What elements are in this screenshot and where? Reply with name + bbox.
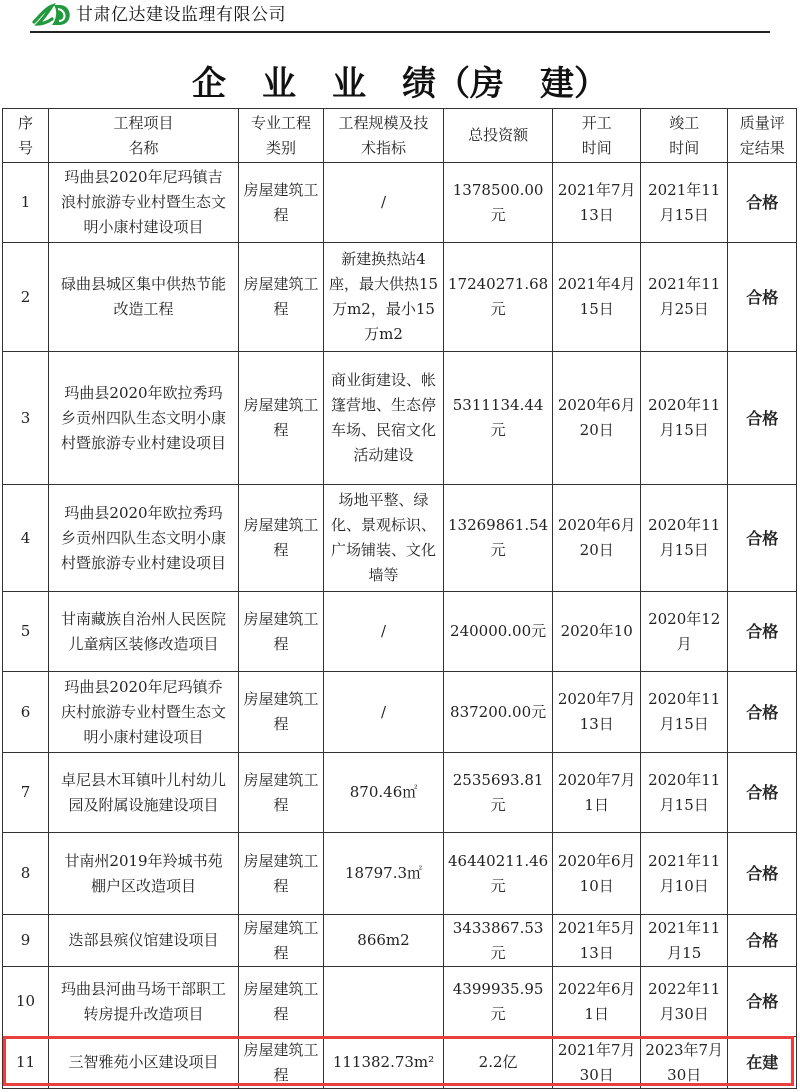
cell-start: 2020年6月10日	[553, 833, 641, 915]
cell-category: 房屋建筑工程	[239, 915, 324, 967]
cell-start: 2021年4月15日	[553, 243, 641, 352]
cell-scale: 场地平整、绿化、景观标识、广场铺装、文化墙等	[324, 485, 444, 592]
cell-result: 合格	[728, 592, 797, 672]
table-header-row	[3, 109, 797, 163]
table-row	[3, 915, 797, 967]
cell-name: 甘南藏族自治州人民医院儿童病区装修改造项目	[49, 592, 239, 672]
cell-scale: 新建换热站4座，最大供热15万m2，最小15万m2	[324, 243, 444, 352]
cell-result: 合格	[728, 485, 797, 592]
cell-result: 在建	[728, 1037, 797, 1089]
table-row	[3, 352, 797, 485]
cell-result: 合格	[728, 833, 797, 915]
cell-no: 3	[3, 352, 49, 485]
cell-no: 6	[3, 672, 49, 753]
cell-investment: 5311134.44元	[444, 352, 553, 485]
title-char: 企	[192, 64, 226, 104]
cell-investment: 1378500.00元	[444, 163, 553, 243]
cell-end: 2020年11月15日	[641, 352, 728, 485]
cell-no: 7	[3, 753, 49, 833]
cell-no: 2	[3, 243, 49, 352]
page-title	[0, 64, 800, 104]
table-row	[3, 592, 797, 672]
table-row	[3, 753, 797, 833]
cell-investment: 240000.00元	[444, 592, 553, 672]
cell-name: 卓尼县木耳镇叶儿村幼儿园及附属设施建设项目	[49, 753, 239, 833]
column-header-no: 序 号	[3, 109, 49, 163]
cell-no: 1	[3, 163, 49, 243]
title-char: （房	[436, 64, 504, 104]
cell-investment: 46440211.46元	[444, 833, 553, 915]
page-header	[30, 0, 770, 34]
cell-category: 房屋建筑工程	[239, 592, 324, 672]
cell-category: 房屋建筑工程	[239, 753, 324, 833]
cell-result: 合格	[728, 967, 797, 1037]
column-header-investment: 总投资额	[444, 109, 553, 163]
cell-start: 2021年7月13日	[553, 163, 641, 243]
cell-start: 2020年6月20日	[553, 485, 641, 592]
cell-name: 玛曲县2020年欧拉秀玛乡贡州四队生态文明小康村暨旅游专业村建设项目	[49, 352, 239, 485]
cell-start: 2020年7月1日	[553, 753, 641, 833]
cell-scale: /	[324, 592, 444, 672]
cell-category: 房屋建筑工程	[239, 485, 324, 592]
cell-name: 甘南州2019年羚城书苑棚户区改造项目	[49, 833, 239, 915]
cell-end: 2021年11月15日	[641, 163, 728, 243]
table-row	[3, 163, 797, 243]
cell-result: 合格	[728, 352, 797, 485]
cell-no: 5	[3, 592, 49, 672]
cell-scale: 商业街建设、帐篷营地、生态停车场、民宿文化活动建设	[324, 352, 444, 485]
column-header-scale: 工程规模及技 术指标	[324, 109, 444, 163]
cell-end: 2022年11月30日	[641, 967, 728, 1037]
cell-investment: 17240271.68元	[444, 243, 553, 352]
cell-category: 房屋建筑工程	[239, 352, 324, 485]
cell-category: 房屋建筑工程	[239, 672, 324, 753]
cell-result: 合格	[728, 915, 797, 967]
column-header-result: 质量评 定结果	[728, 109, 797, 163]
cell-investment: 4399935.95元	[444, 967, 553, 1037]
cell-end: 2021年11月10日	[641, 833, 728, 915]
cell-investment: 13269861.54元	[444, 485, 553, 592]
cell-name: 迭部县殡仪馆建设项目	[49, 915, 239, 967]
company-name: 甘肃亿达建设监理有限公司	[76, 5, 286, 25]
cell-end: 2023年7月30日	[641, 1037, 728, 1089]
cell-no: 9	[3, 915, 49, 967]
cell-category: 房屋建筑工程	[239, 1037, 324, 1089]
table-row	[3, 967, 797, 1037]
title-char: 绩	[402, 64, 436, 104]
cell-end: 2020年12月	[641, 592, 728, 672]
cell-category: 房屋建筑工程	[239, 967, 324, 1037]
cell-no: 4	[3, 485, 49, 592]
table-row-highlighted	[3, 1037, 797, 1089]
cell-result: 合格	[728, 163, 797, 243]
title-char: 业	[332, 64, 366, 104]
cell-no: 10	[3, 967, 49, 1037]
cell-end: 2021年11月25日	[641, 243, 728, 352]
cell-start: 2020年6月20日	[553, 352, 641, 485]
cell-scale	[324, 967, 444, 1037]
cell-no: 11	[3, 1037, 49, 1089]
cell-category: 房屋建筑工程	[239, 833, 324, 915]
title-char: 建）	[540, 64, 608, 104]
cell-scale: 866m2	[324, 915, 444, 967]
cell-end: 2021年11月15	[641, 915, 728, 967]
cell-scale: 18797.3㎡	[324, 833, 444, 915]
cell-name: 玛曲县河曲马场干部职工转房提升改造项目	[49, 967, 239, 1037]
cell-name: 三智雅苑小区建设项目	[49, 1037, 239, 1089]
cell-start: 2021年7月30日	[553, 1037, 641, 1089]
table-row	[3, 243, 797, 352]
cell-result: 合格	[728, 753, 797, 833]
table-row	[3, 833, 797, 915]
column-header-end: 竣工 时间	[641, 109, 728, 163]
column-header-name: 工程项目 名称	[49, 109, 239, 163]
cell-category: 房屋建筑工程	[239, 243, 324, 352]
performance-table	[2, 108, 797, 1089]
cell-scale: 111382.73m²	[324, 1037, 444, 1089]
column-header-category: 专业工程 类别	[239, 109, 324, 163]
cell-investment: 2535693.81元	[444, 753, 553, 833]
table-row	[3, 485, 797, 592]
column-header-start: 开工 时间	[553, 109, 641, 163]
cell-investment: 2.2亿	[444, 1037, 553, 1089]
table-row	[3, 672, 797, 753]
cell-end: 2020年11月15日	[641, 672, 728, 753]
cell-no: 8	[3, 833, 49, 915]
cell-name: 玛曲县2020年欧拉秀玛乡贡州四队生态文明小康村暨旅游专业村建设项目	[49, 485, 239, 592]
cell-investment: 837200.00元	[444, 672, 553, 753]
cell-end: 2020年11月15日	[641, 485, 728, 592]
cell-start: 2022年6月1日	[553, 967, 641, 1037]
cell-scale: /	[324, 672, 444, 753]
cell-start: 2021年5月13日	[553, 915, 641, 967]
cell-result: 合格	[728, 672, 797, 753]
cell-name: 碌曲县城区集中供热节能改造工程	[49, 243, 239, 352]
cell-investment: 3433867.53元	[444, 915, 553, 967]
cell-category: 房屋建筑工程	[239, 163, 324, 243]
cell-start: 2020年7月13日	[553, 672, 641, 753]
cell-scale: /	[324, 163, 444, 243]
title-char: 业	[262, 64, 296, 104]
cell-end: 2020年11月15日	[641, 753, 728, 833]
cell-name: 玛曲县2020年尼玛镇乔庆村旅游专业村暨生态文明小康村建设项目	[49, 672, 239, 753]
cell-scale: 870.46㎡	[324, 753, 444, 833]
cell-result: 合格	[728, 243, 797, 352]
header-divider	[30, 31, 770, 33]
cell-name: 玛曲县2020年尼玛镇吉浪村旅游专业村暨生态文明小康村建设项目	[49, 163, 239, 243]
yida-logo-icon	[30, 2, 76, 28]
cell-start: 2020年10	[553, 592, 641, 672]
